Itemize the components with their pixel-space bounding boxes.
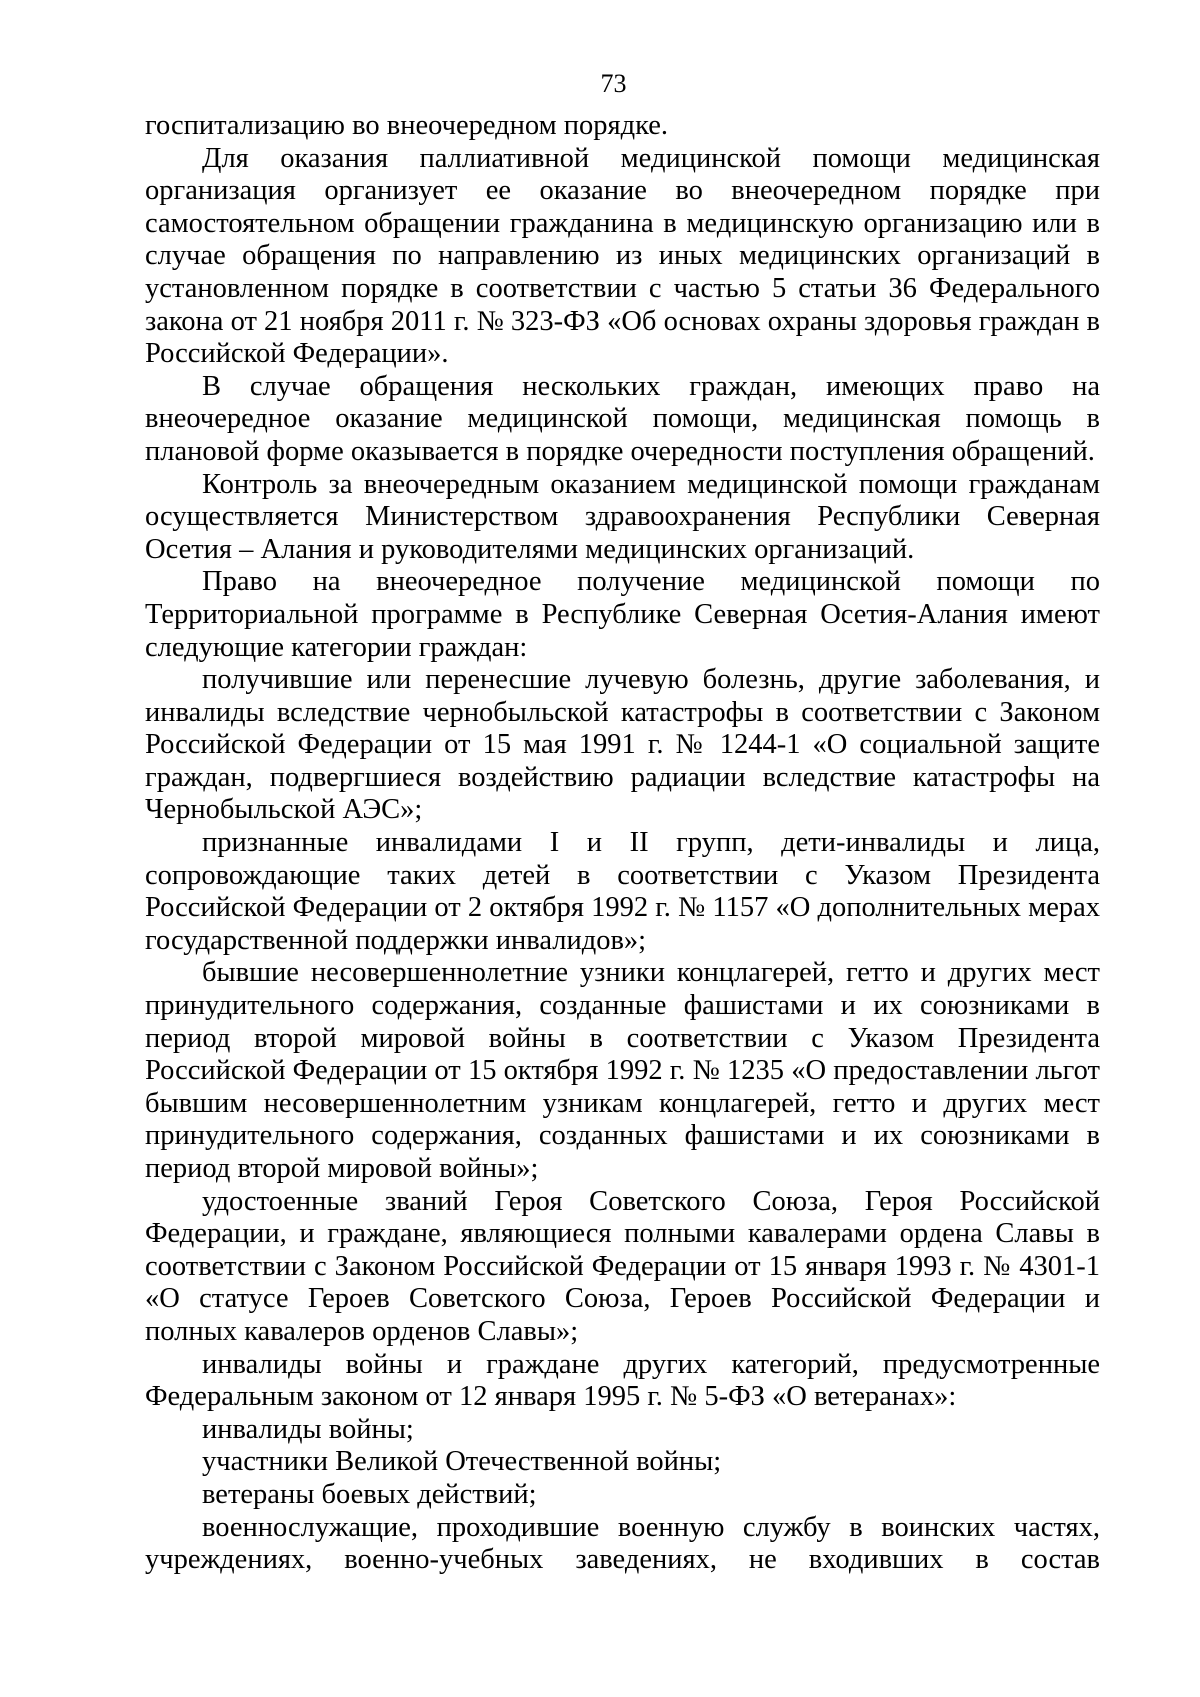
paragraph-right-to-priority: Право на внеочередное получение медицинской помощи по Территориальной программе в Республике Северная Осетия-Алания имеют следующие категории граждан: [145, 566, 1100, 663]
list-item-combat-veterans: ветераны боевых действий; [202, 1478, 537, 1510]
paragraph-palliative-care: Для оказания паллиативной медицинской помощи медицинская организация организует ее оказание во внеочередном порядке при самостоятельном обращении гражданина в медицинскую организацию или в случае обращения по направлению из иных медицинских организаций в установленном порядке в соответствии с частью 5 статьи 36 Федерального закона от 21 ноября 2011 г. № 323-ФЗ «Об основах охраны здоровья граждан в Российской Федерации». [145, 142, 1100, 370]
document-body [145, 110, 1100, 1577]
list-item-servicemen: военнослужащие, проходившие военную службу в воинских частях, учреждениях, военно-учебных заведениях, не входивших в состав [145, 1511, 1100, 1576]
list-item-heroes: удостоенные званий Героя Советского Союза, Героя Российской Федерации, и граждане, являющиеся полными кавалерами ордена Славы в соответствии с Законом Российской Федерации от 15 января 1993 г. № 4301-1 «О статусе Героев Советского Союза, Героев Российской Федерации и полных кавалеров орденов Славы»; [145, 1185, 1100, 1347]
list-item-veterans-law: инвалиды войны и граждане других категорий, предусмотренные Федеральным законом от 12 января 1995 г. № 5-ФЗ «О ветеранах»: [145, 1348, 1100, 1413]
page-number: 73 [600, 69, 627, 98]
paragraph-control: Контроль за внеочередным оказанием медицинской помощи гражданам осуществляется Министерством здравоохранения Республики Северная Осетия – Алания и руководителями медицинских организаций. [145, 468, 1100, 565]
paragraph-continuation: госпитализацию во внеочередном порядке. [145, 110, 669, 141]
list-item-chernobyl: получившие или перенесшие лучевую болезнь, другие заболевания, и инвалиды вследствие чернобыльской катастрофы в соответствии с Законом Российской Федерации от 15 мая 1991 г. № 1244-1 «О социальной защите граждан, подвергшиеся воздействию радиации вследствие катастрофы на Чернобыльской АЭС»; [145, 664, 1100, 826]
paragraph-multiple-requests: В случае обращения нескольких граждан, имеющих право на внеочередное оказание медицинской помощи, медицинская помощь в плановой форме оказывается в порядке очередности поступления обращений. [145, 370, 1100, 467]
list-item-wwii-participants: участники Великой Отечественной войны; [202, 1446, 722, 1478]
list-item-war-invalids: инвалиды войны; [202, 1413, 414, 1445]
list-item-disabled-groups: признанные инвалидами I и II групп, дети-инвалиды и лица, сопровождающие таких детей в соответствии с Указом Президента Российской Федерации от 2 октября 1992 г. № 1157 «О дополнительных мерах государственной поддержки инвалидов»; [145, 827, 1100, 956]
list-item-former-prisoners: бывшие несовершеннолетние узники концлагерей, гетто и других мест принудительного содержания, созданные фашистами и их союзниками в период второй мировой войны в соответствии с Указом Президента Российской Федерации от 15 октября 1992 г. № 1235 «О предоставлении льгот бывшим несовершеннолетним узникам концлагерей, гетто и других мест принудительного содержания, созданных фашистами и их союзниками в период второй мировой войны»; [145, 957, 1100, 1184]
